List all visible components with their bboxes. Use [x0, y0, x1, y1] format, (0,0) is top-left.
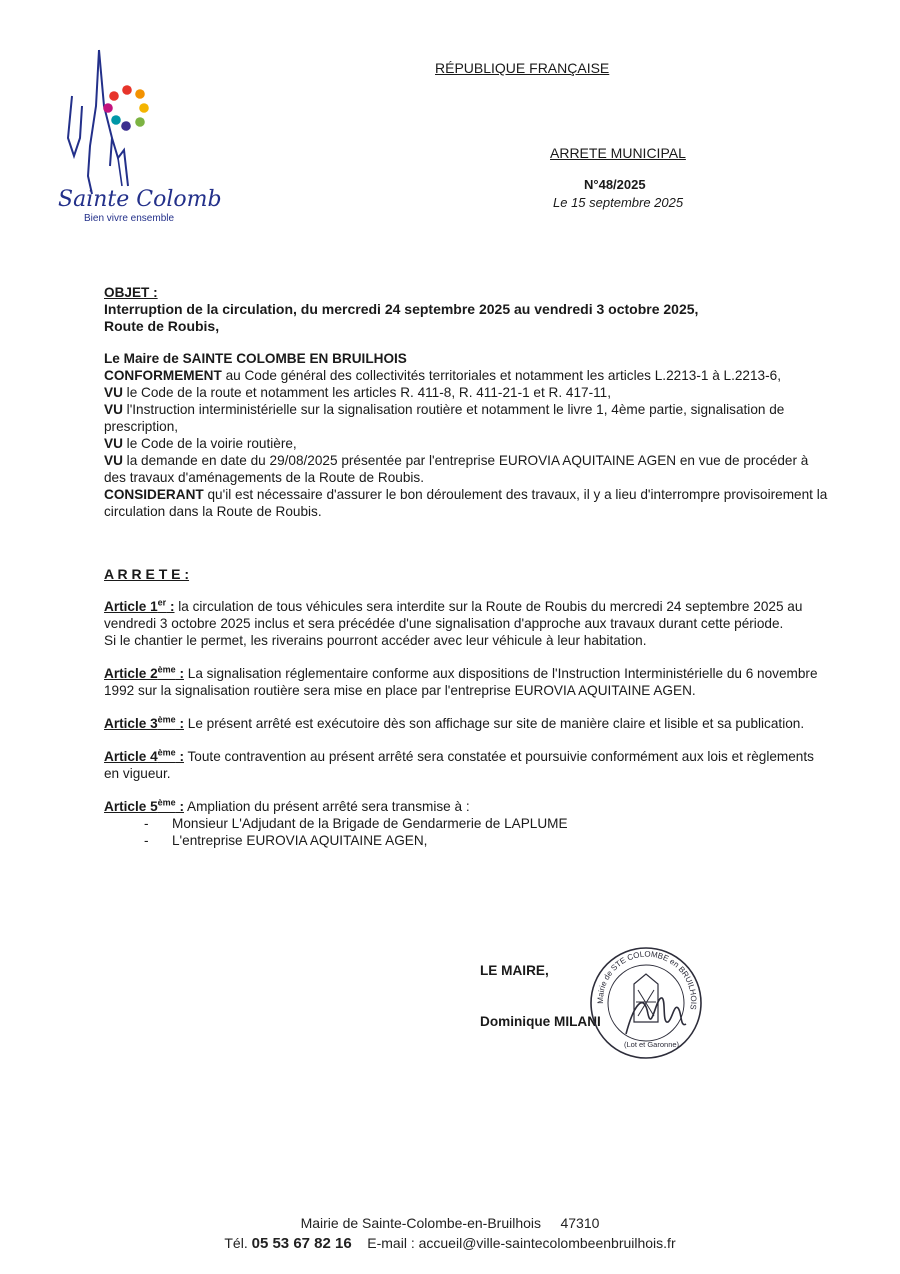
article-1-label: Article 1er :	[104, 597, 175, 614]
article-2-label: Article 2ème :	[104, 664, 184, 681]
sainte-colombe-logo	[52, 46, 222, 226]
logo-tagline: Bien vivre ensemble	[84, 213, 175, 224]
stamp-text-top: Mairie de STE COLOMBE en BRUILHOIS	[595, 949, 699, 1011]
stamp-graphic	[586, 944, 706, 1062]
signature-title: LE MAIRE,	[480, 963, 549, 978]
list-item: - Monsieur L'Adjudant de la Brigade de Gendarmerie de LAPLUME	[144, 815, 832, 832]
article-1-extra: Si le chantier le permet, les riverains pourront accéder avec leur véhicule à leur habitation.	[104, 633, 647, 648]
logo-graphic	[52, 46, 222, 226]
stamp-text-bottom: (Lot et Garonne)	[624, 1040, 680, 1049]
article-1: Article 1er : la circulation de tous véhicules sera interdite sur la Route de Roubis du mercredi 24 septembre 2025 au vendredi 3 octobre 2025 inclus et sera précédée d'une signalisation d'approche aux travaux durant cette période. Si le chantier le permet, les riverains pourront accéder avec leur véhicule à leur habitation.	[104, 598, 832, 649]
ampliation-list	[144, 815, 832, 849]
preamble-item: VU l'Instruction interministérielle sur la signalisation routière et notamment le livre 1, 4ème partie, signalisation de prescription,	[104, 402, 785, 434]
footer-contact: Tél. 05 53 67 82 16 E-mail : accueil@ville-saintecolombeenbruilhois.fr	[224, 1235, 676, 1252]
objet-label: OBJET :	[104, 285, 158, 300]
article-2: Article 2ème : La signalisation réglementaire conforme aux dispositions de l'Instruction Interministérielle du 6 novembre 1992 sur la signalisation routière sera mise en place par l'entreprise EUROVIA AQUITAINE AGEN.	[104, 664, 818, 698]
mayor-line: Le Maire de SAINTE COLOMBE EN BRUILHOIS	[104, 351, 407, 366]
arrete-heading: A R R E T E :	[104, 566, 190, 582]
article-5: Article 5ème : Ampliation du présent arrêté sera transmise à : - Monsieur L'Adjudant de la Brigade de Gendarmerie de LAPLUME - L'entreprise EUROVIA AQUITAINE AGEN,	[104, 798, 832, 849]
republic-heading: RÉPUBLIQUE FRANÇAISE	[435, 60, 610, 76]
objet-text-line2: Route de Roubis,	[104, 318, 220, 334]
preamble-item: VU le Code de la voirie routière,	[104, 436, 297, 451]
document-title: ARRETE MUNICIPAL	[550, 145, 686, 161]
official-stamp	[586, 944, 706, 1062]
document-number: N°48/2025	[584, 177, 646, 192]
list-item: - L'entreprise EUROVIA AQUITAINE AGEN,	[144, 832, 832, 849]
phone-number: 05 53 67 82 16	[251, 1235, 352, 1252]
email-address: accueil@ville-saintecolombeenbruilhois.fr	[418, 1235, 676, 1251]
article-3: Article 3ème : Le présent arrêté est exécutoire dès son affichage sur site de manière claire et lisible et sa publication.	[104, 714, 805, 731]
signature-name: Dominique MILANI	[480, 1014, 601, 1029]
preamble-item: VU la demande en date du 29/08/2025 présentée par l'entreprise EUROVIA AQUITAINE AGEN en vue de procéder à des travaux d'aménagements de la Route de Roubis.	[104, 453, 809, 485]
preamble-item: CONFORMEMENT au Code général des collectivités territoriales et notamment les articles L.2213-1 à L.2213-6,	[104, 368, 781, 383]
article-4-label: Article 4ème :	[104, 747, 184, 764]
article-3-label: Article 3ème :	[104, 714, 184, 731]
objet-section	[104, 284, 834, 335]
article-4: Article 4ème : Toute contravention au présent arrêté sera constatée et poursuivie conformément aux lois et règlements en vigueur.	[104, 747, 814, 781]
articles-section	[104, 598, 832, 849]
preamble-item: VU le Code de la route et notamment les articles R. 411-8, R. 411-21-1 et R. 417-11,	[104, 385, 612, 400]
preamble-item: CONSIDERANT qu'il est nécessaire d'assurer le bon déroulement des travaux, il y a lieu d'interrompre provisoirement la circulation dans la Route de Roubis.	[104, 487, 828, 519]
logo-wordmark: Sainte Colombe	[58, 187, 222, 212]
document-date: Le 15 septembre 2025	[553, 195, 684, 210]
preamble-section	[104, 350, 832, 520]
footer-address: Mairie de Sainte-Colombe-en-Bruilhois 47310	[300, 1215, 600, 1231]
article-5-label: Article 5ème :	[104, 797, 184, 814]
objet-text-line1: Interruption de la circulation, du mercredi 24 septembre 2025 au vendredi 3 octobre 2025,	[104, 301, 699, 317]
